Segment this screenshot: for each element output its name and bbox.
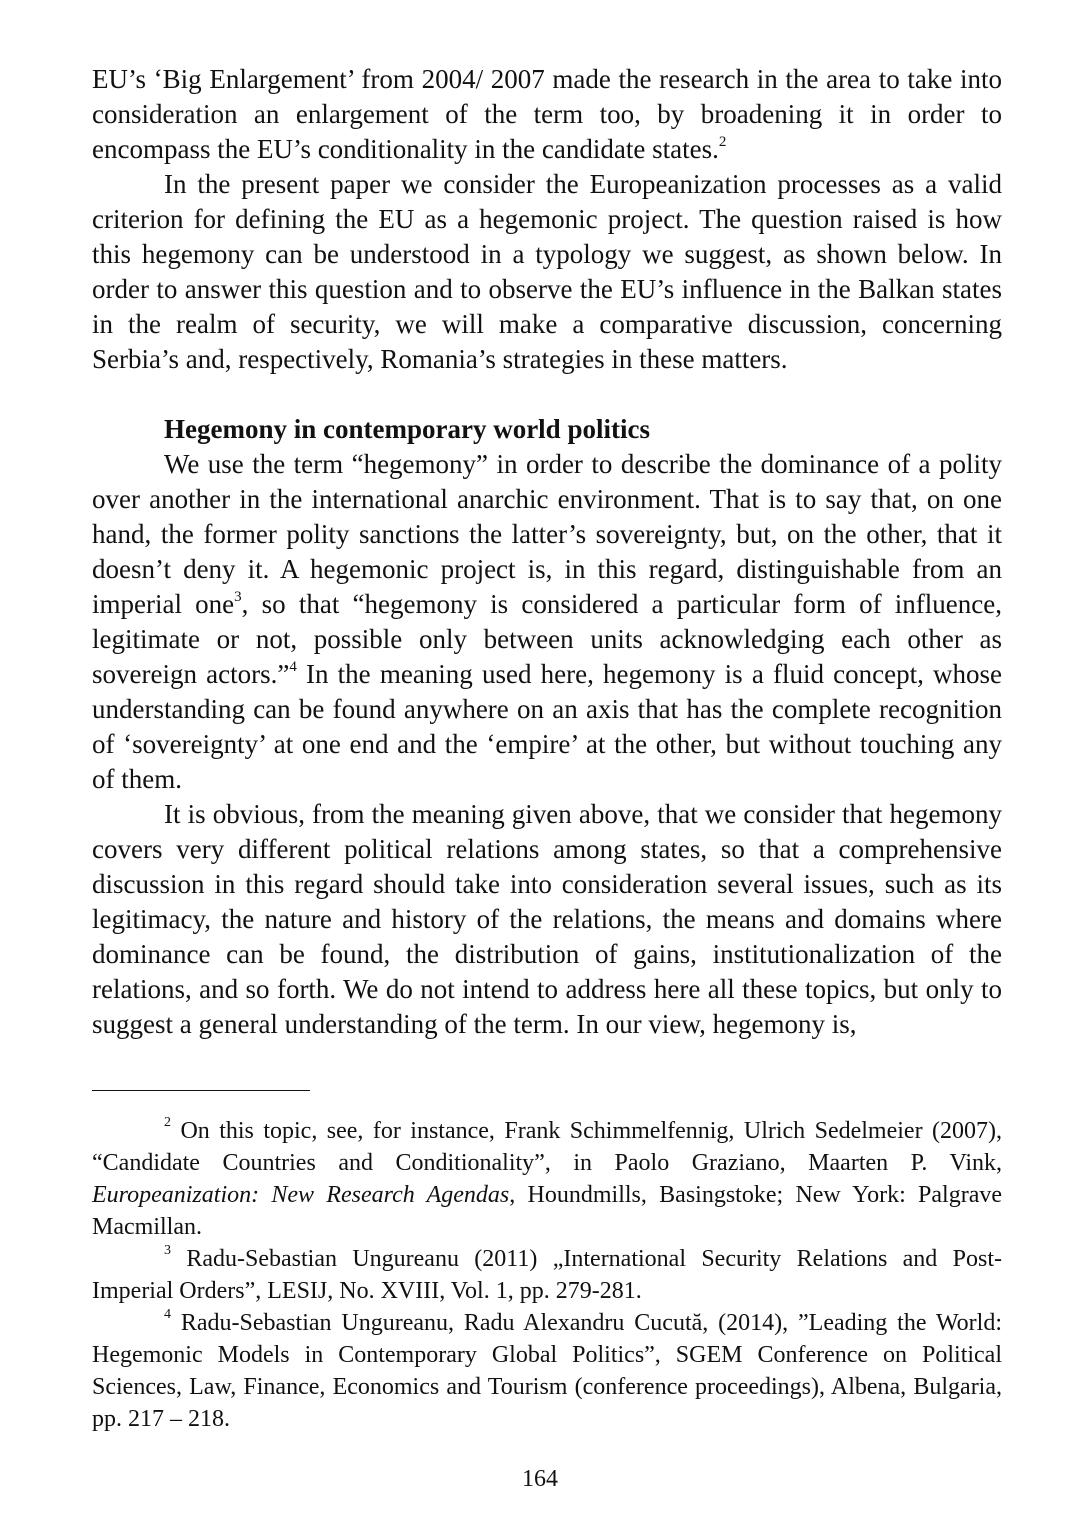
paragraph-4: It is obvious, from the meaning given above, that we consider that hegemony covers very different political relations among states, so that a comprehensive discussion in this regard should take into consideration several issues, such as its legitimacy, the nature and history of the relations, the means and domains where dominance can be found, the distribution of gains, institutionalization of the relations, and so forth. We do not intend to address here all these topics, but only to suggest a general understanding of the term. In our view, hegemony is, [92, 799, 1002, 1039]
footnote-4: $^4$ Radu-Sebastian Ungureanu, Radu Alexandru Cucută, (2014), ”Leading the World: Hegemonic Models in Contemporary Global Politics”, SGEM Conference on Political Sciences, Law, Finance, Economics and Tourism (conference proceedings), Albena, Bulgaria, pp. 217 – 218. [92, 1307, 1002, 1432]
paragraph-1: EU’s ‘Big Enlargement’ from 2004/ 2007 made the research in the area to take into consideration an enlargement of the term too, by broadening it in order to encompass the EU’s conditionality in the candidate states.$^2$ [92, 64, 1002, 164]
footnote-3: $^3$ Radu-Sebastian Ungureanu (2011) „International Security Relations and Post-Imperial Orders”, LESIJ, No. XVIII, Vol. 1, pp. 279-281. [92, 1243, 1002, 1304]
footnote-ref-4[interactable]: 4 [289, 659, 297, 675]
book-title: Europeanization: New Research Agendas [92, 1182, 510, 1208]
footnote-2: $^2$ On this topic, see, for instance, Frank Schimmelfennig, Ulrich Sedelmeier (2007), “Candidate Countries and Conditionality”, in Paolo Graziano, Maarten P. Vink, Europeanization: New Research Agendas, Houndmills, Basingstoke; New York: Palgrave Macmillan. [92, 1115, 1002, 1240]
main-text [92, 62, 1002, 1042]
paragraph-3: We use the term “hegemony” in order to describe the dominance of a polity over another in the international anarchic environment. That is to say that, on one hand, the former polity sanctions the latter’s sovereignty, but, on the other, that it doesn’t deny it. A hegemonic project is, in this regard, distinguishable from an imperial one$^3$, so that “hegemony is considered a particular form of influence, legitimate or not, possible only between units acknowledging each other as sovereign actors.”$^4$ In the meaning used here, hegemony is a fluid concept, whose understanding can be found anywhere on an axis that has the complete recognition of ‘sovereignty’ at one end and the ‘empire’ at the other, but without touching any of them. [92, 449, 1003, 794]
footnote-separator [92, 1090, 310, 1091]
page-number: 164 [522, 1466, 558, 1492]
footnote-ref-2[interactable]: 2 [718, 134, 727, 150]
paragraph-2: In the present paper we consider the Europeanization processes as a valid criterion for defining the EU as a hegemonic project. The question raised is how this hegemony can be understood in a typology we suggest, as shown below. In order to answer this question and to observe the EU’s influence in the Balkan states in the realm of security, we will make a comparative discussion, concerning Serbia’s and, respectively, Romania’s strategies in these matters. [92, 169, 1002, 374]
footnotes [92, 1115, 1002, 1435]
section-heading: Hegemony in contemporary world politics [164, 414, 650, 444]
footnote-ref-3[interactable]: 3 [234, 589, 242, 605]
